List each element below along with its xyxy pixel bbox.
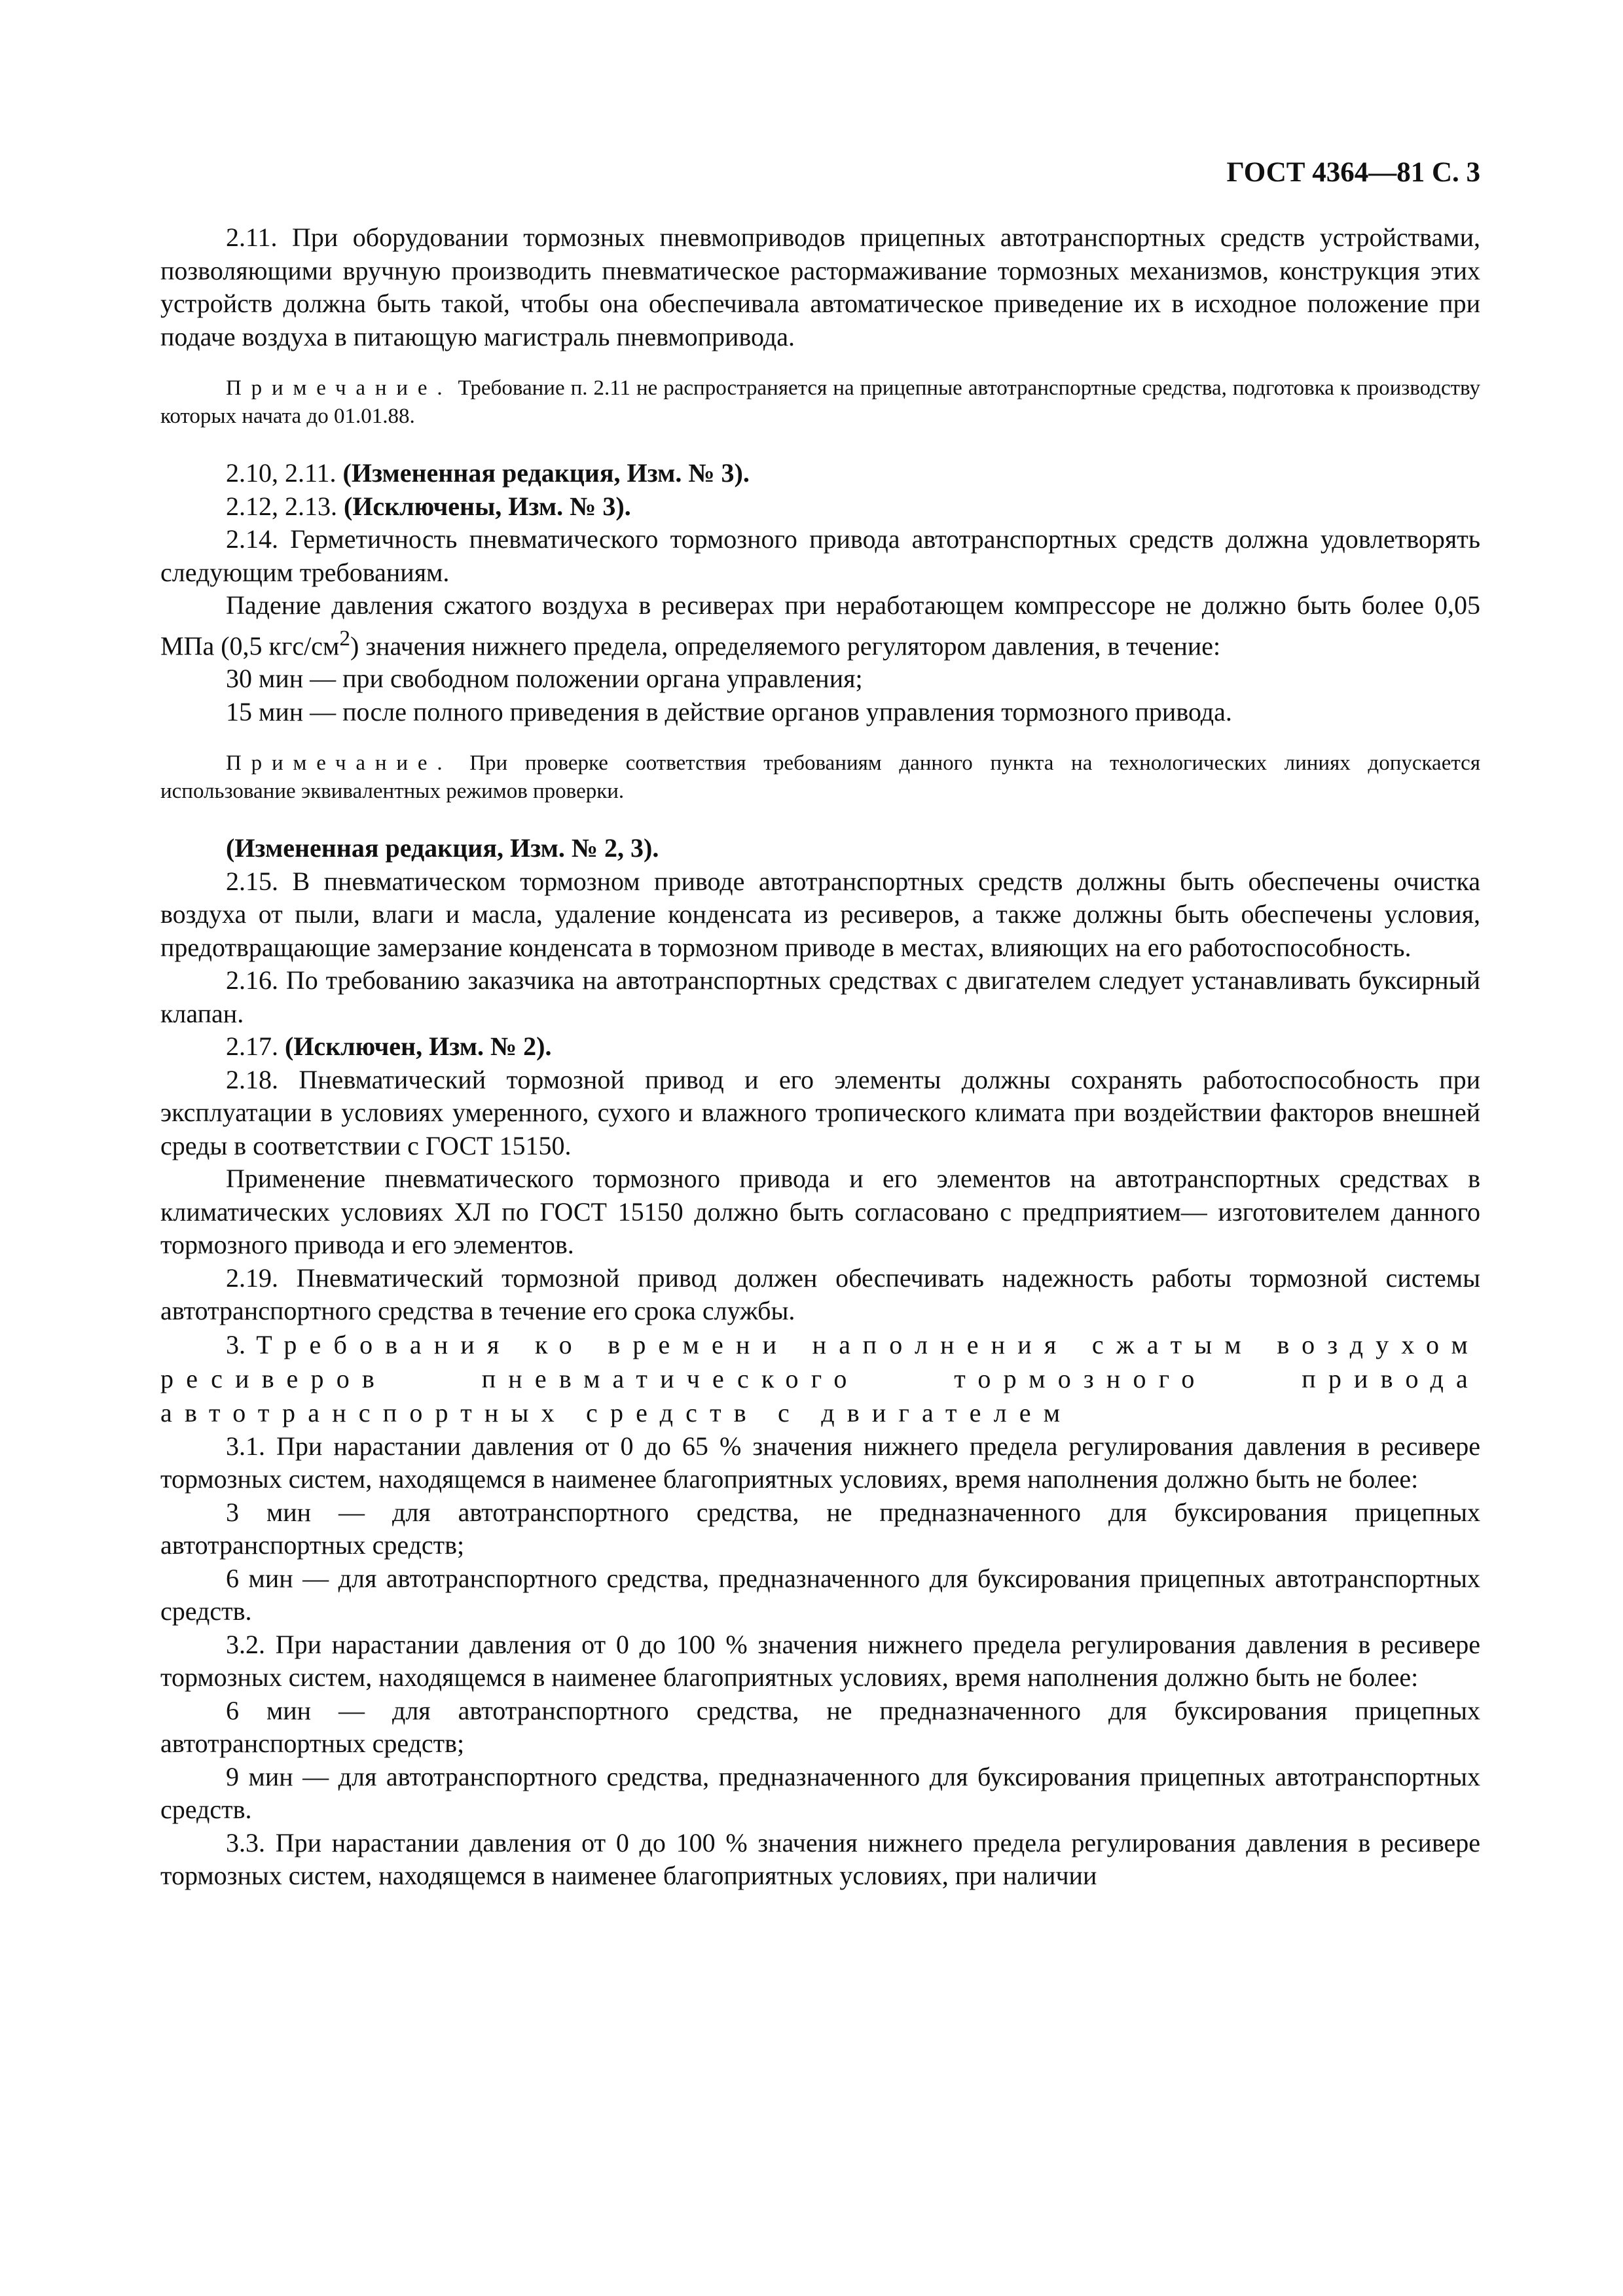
paragraph-2-14-pressure bbox=[160, 589, 1480, 662]
item-15-min: 15 мин — после полного приведения в действие органов управления тормозного привода. bbox=[226, 696, 1232, 726]
note-text: При проверке соответствия требованиям данного пункта на технологических линиях допускается использование эквивалентных режимов проверки. bbox=[160, 751, 1480, 804]
change-text: (Измененная редакция, Изм. № 3). bbox=[342, 458, 750, 488]
clause-numbers: 2.17. bbox=[226, 1031, 285, 1062]
paragraph-2-16: 2.16. По требованию заказчика на автотранспортных средствах с двигателем следует устанавливать буксирный клапан. bbox=[160, 965, 1480, 1028]
change-note-2-10 bbox=[160, 457, 1480, 490]
clause-numbers: 2.12, 2.13. bbox=[226, 491, 344, 521]
paragraph-3-1-item-b: 6 мин — для автотранспортного средства, предназначенного для буксирования прицепных автотранспортных средств. bbox=[160, 1563, 1480, 1626]
paragraph-2-15: 2.15. В пневматическом тормозном приводе автотранспортных средств должны быть обеспечены очистка воздуха от пыли, влаги и масла, удаление конденсата из ресиверов, а также должны быть обеспечены условия, предотвращающие замерзание конденсата в тормозном приводе в местах, влияющих на его работоспособность. bbox=[160, 866, 1480, 962]
item-30-min: 30 мин — при свободном положении органа управления; bbox=[226, 664, 863, 694]
superscript: 2 bbox=[339, 626, 350, 651]
page-header: ГОСТ 4364—81 С. 3 bbox=[1226, 157, 1480, 188]
paragraph-3-1: 3.1. При нарастании давления от 0 до 65 % значения нижнего предела регулирования давления в ресивере тормозных систем, находящемся в наименее благоприятных условиях, время наполнения должно быть не более: bbox=[160, 1431, 1480, 1494]
paragraph-3-1-item-a: 3 мин — для автотранспортного средства, не предназначенного для буксирования прицепных автотранспортных средств; bbox=[160, 1497, 1480, 1560]
section-number: 3. bbox=[226, 1329, 257, 1359]
paragraph-2-11: 2.11. При оборудовании тормозных пневмоприводов прицепных автотранспортных средств устройствами, позволяющими вручную производить пневматическое растормаживание тормозных механизмов, конструкция этих устройств должна быть такой, чтобы она обеспечивала автоматическое приведение их в исходное положение при подаче воздуха в питающую магистраль пневмопривода. bbox=[160, 223, 1480, 351]
section-title: Требования ко времени наполнения сжатым воздухом ресиверов пневматического тормозного привода автотранспортных средств с двигателем bbox=[160, 1329, 1481, 1427]
document-body bbox=[160, 221, 1480, 1893]
change-note-2-17 bbox=[160, 1030, 1480, 1064]
pressure-text: Падение давления сжатого воздуха в ресиверах при неработающем компрессоре не должно быть более 0,05 МПа (0,5 кгс/см bbox=[160, 590, 1480, 660]
pressure-text-end: ) значения нижнего предела, определяемого регулятором давления, в течение: bbox=[350, 630, 1221, 660]
section-3-heading bbox=[160, 1328, 1480, 1430]
paragraph-2-18-climate: Применение пневматического тормозного привода и его элементов на автотранспортных средствах в климатических условиях ХЛ по ГОСТ 15150 должно быть согласовано с предприятием— изготовителем данного тормозного привода и его элементов. bbox=[160, 1164, 1480, 1260]
paragraph-2-14: 2.14. Герметичность пневматического тормозного привода автотранспортных средств должна удовлетворять следующим требованиям. bbox=[160, 524, 1480, 587]
paragraph-2-18: 2.18. Пневматический тормозной привод и его элементы должны сохранять работоспособность при эксплуатации в условиях умеренного, сухого и влажного тропического климата при воздействии факторов внешней среды в соответствии с ГОСТ 15150. bbox=[160, 1064, 1480, 1160]
paragraph-3-2: 3.2. При нарастании давления от 0 до 100 % значения нижнего предела регулирования давления в ресивере тормозных систем, находящемся в наименее благоприятных условиях, время наполнения должно быть не более: bbox=[160, 1629, 1480, 1693]
change-note-2-14: (Измененная редакция, Изм. № 2, 3). bbox=[226, 833, 659, 863]
change-note-2-12 bbox=[160, 490, 1480, 524]
note-2-11 bbox=[160, 374, 1480, 431]
change-text: (Исключены, Изм. № 3). bbox=[344, 491, 631, 521]
note-label: Примечание. bbox=[226, 751, 452, 776]
change-text: (Исключен, Изм. № 2). bbox=[285, 1031, 552, 1062]
paragraph-2-19: 2.19. Пневматический тормозной привод должен обеспечивать надежность работы тормозной системы автотранспортного средства в течение его срока службы. bbox=[160, 1263, 1480, 1326]
note-2-14 bbox=[160, 749, 1480, 806]
paragraph-3-2-item-b: 9 мин — для автотранспортного средства, предназначенного для буксирования прицепных автотранспортных средств. bbox=[160, 1761, 1480, 1825]
clause-numbers: 2.10, 2.11. bbox=[226, 458, 343, 488]
paragraph-3-2-item-a: 6 мин — для автотранспортного средства, не предназначенного для буксирования прицепных автотранспортных средств; bbox=[160, 1695, 1480, 1759]
note-text: Требование п. 2.11 не распространяется на прицепные автотранспортные средства, подготовка к производству которых начата до 01.01.88. bbox=[160, 376, 1480, 428]
note-label: Примечание. bbox=[226, 376, 452, 400]
paragraph-3-3: 3.3. При нарастании давления от 0 до 100 % значения нижнего предела регулирования давления в ресивере тормозных систем, находящемся в наименее благоприятных условиях, при наличии bbox=[160, 1827, 1480, 1891]
